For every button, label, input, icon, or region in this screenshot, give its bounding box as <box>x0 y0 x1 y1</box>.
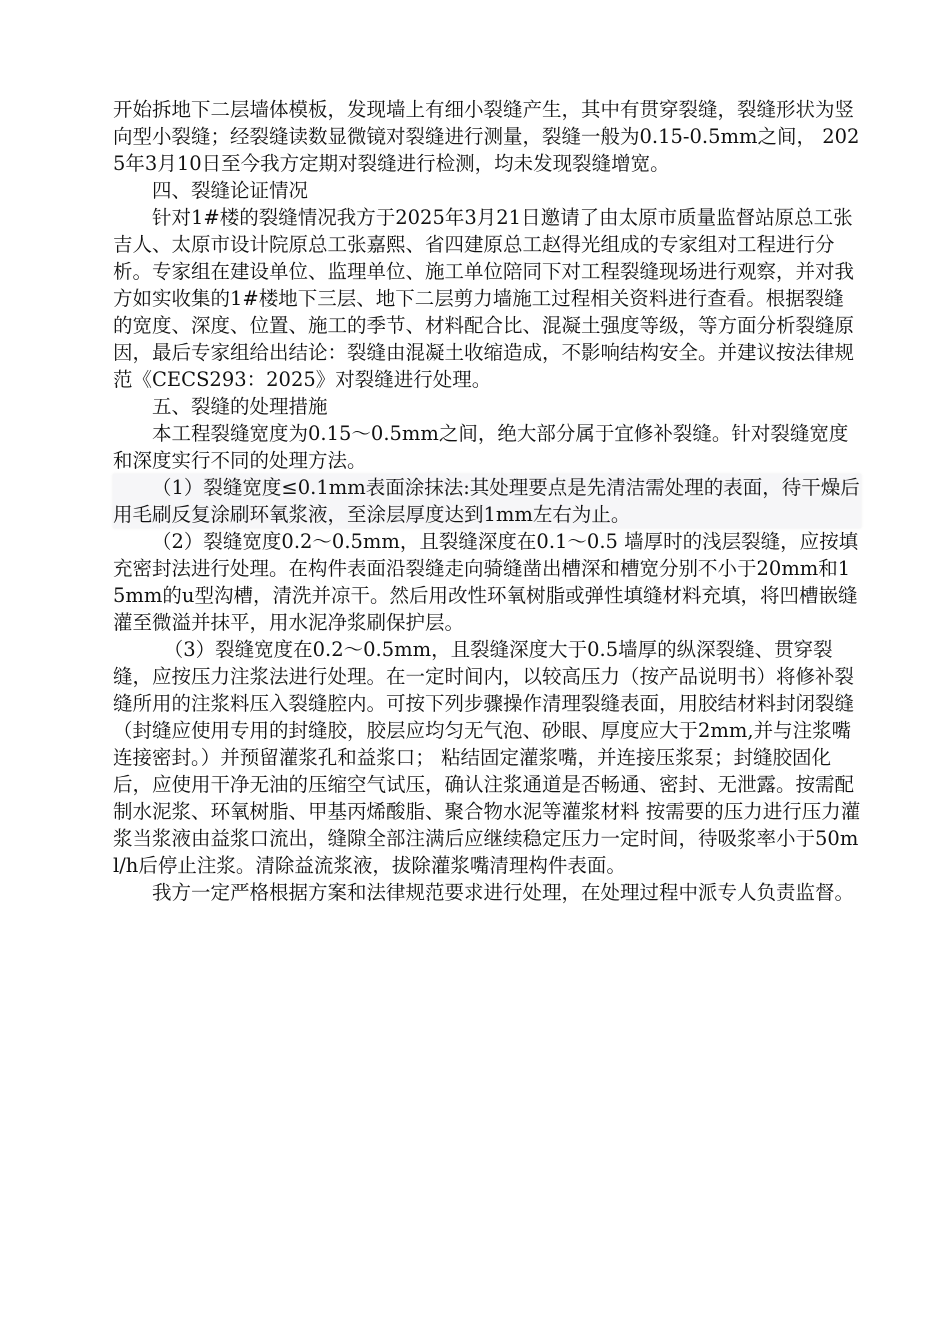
paragraph-commitment: 我方一定严格根据方案和法律规范要求进行处理，在处理过程中派专人负责监督。 <box>152 881 855 904</box>
paragraph-crack-observation: 开始拆地下二层墙体模板，发现墙上有细小裂缝产生，其中有贯穿裂缝，裂缝形状为竖向型小裂缝；经裂缝读数显微镜对裂缝进行测量，裂缝一般为0.15-0.5mm之间， 2025年3月10日至今我方定期对裂缝进行检测，均未发现裂缝增宽。 <box>113 98 860 175</box>
paragraph-method-2: （2）裂缝宽度0.2～0.5mm，且裂缝深度在0.1～0.5 墙厚时的浅层裂缝，应按填充密封法进行处理。在构件表面沿裂缝走向骑缝凿出槽深和槽宽分别不小于20mm和15mm的u型沟槽，清洗并凉干。然后用改性环氧树脂或弹性填缝材料充填，将凹槽嵌缝灌至微溢并抹平，用水泥净浆刷保护层。 <box>113 530 859 634</box>
document-body <box>113 96 861 906</box>
paragraph-method-1: （1）裂缝宽度≤0.1mm表面涂抹法:其处理要点是先清洁需处理的表面，待干燥后用毛刷反复涂刷环氧浆液，至涂层厚度达到1mm左右为止。 <box>113 476 860 526</box>
section-heading-crack-review: 四、裂缝论证情况 <box>152 179 309 202</box>
paragraph-treatment-overview: 本工程裂缝宽度为0.15～0.5mm之间，绝大部分属于宜修补裂缝。针对裂缝宽度和深度实行不同的处理方法。 <box>113 422 849 472</box>
paragraph-expert-review: 针对1#楼的裂缝情况我方于2025年3月21日邀请了由太原市质量监督站原总工张吉人、太原市设计院原总工张嘉熙、省四建原总工赵得光组成的专家组对工程进行分析。专家组在建设单位、监理单位、施工单位陪同下对工程裂缝现场进行观察，并对我方如实收集的1#楼地下三层、地下二层剪力墙施工过程相关资料进行查看。根据裂缝的宽度、深度、位置、施工的季节、材料配合比、混凝土强度等级，等方面分析裂缝原因，最后专家组给出结论：裂缝由混凝土收缩造成，不影响结构安全。并建议按法律规范《CECS293：2025》对裂缝进行处理。 <box>113 206 855 391</box>
section-heading-crack-treatment: 五、裂缝的处理措施 <box>152 395 328 418</box>
paragraph-method-3: （3）裂缝宽度在0.2～0.5mm，且裂缝深度大于0.5墙厚的纵深裂缝、贯穿裂缝，应按压力注浆法进行处理。在一定时间内，以较高压力（按产品说明书）将修补裂缝所用的注浆料压入裂缝腔内。可按下列步骤操作清理裂缝表面，用胶结材料封闭裂缝（封缝应使用专用的封缝胶，胶层应均匀无气泡、砂眼、厚度应大于2mm,并与注浆嘴连接密封。）并预留灌浆孔和益浆口； 粘结固定灌浆嘴，并连接压浆泵；封缝胶固化后，应使用干净无油的压缩空气试压，确认注浆通道是否畅通、密封、无泄露。按需配制水泥浆、环氧树脂、甲基丙烯酸脂、聚合物水泥等灌浆材料 按需要的压力进行压力灌浆当浆液由益浆口流出，缝隙全部注满后应继续稳定压力一定时间，待吸浆率小于50ml/h后停止注浆。清除益流浆液，拔除灌浆嘴清理构件表面。 <box>113 638 861 877</box>
